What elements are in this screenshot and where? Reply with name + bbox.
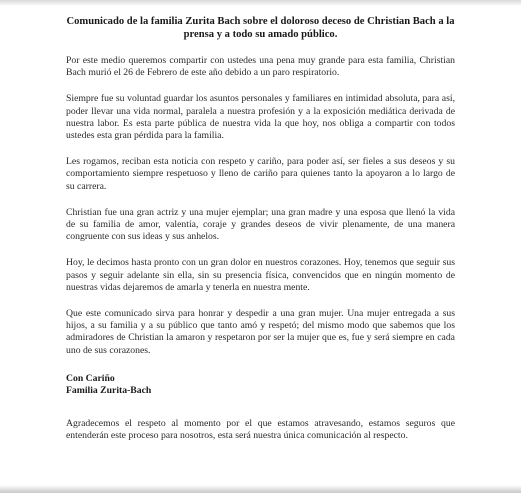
paragraph-announcement: Por este medio queremos compartir con ustedes una pena muy grande para esta familia, Christian Bach murió el 26 de Febrero de este año debido a un paro respiratorio.	[66, 55, 455, 79]
paragraph-farewell: Hoy, le decimos hasta pronto con un gran dolor en nuestros corazones. Hoy, tenemos que seguir sus pasos y seguir adelante sin ella, sin su presencia física, convencidos que en ningún momento de nuestras vidas dejaremos de amarla y tenerla en nuestra mente.	[66, 257, 455, 293]
closing-line: Con Cariño	[66, 372, 115, 384]
paragraph-honor: Que este comunicado sirva para honrar y despedir a una gran mujer. Una mujer entregada a sus hijos, a su familia y a su público que tanto amó y respetó; del mismo modo que sabemos que los admiradores de Christian la amaron y respetaron por ser la mujer que es, fue y será siempre en cada uno de sus corazones.	[66, 308, 455, 356]
scan-bottom-shadow	[0, 485, 521, 493]
signoff-block	[66, 373, 455, 398]
paragraph-tribute: Christian fue una gran actriz y una mujer ejemplar; una gran madre y una esposa que llenó la vida de su familia de amor, valentía, coraje y grandes deseos de vivir plenamente, de una manera congruente con sus ideas y sus anhelos.	[66, 206, 455, 243]
document-title: Comunicado de la familia Zurita Bach sobre el doloroso deceso de Christian Bach a la prensa y a todo su amado público.	[66, 16, 455, 40]
paragraph-postscript: Agradecemos el respeto al momento por el que estamos atravesando, estamos seguros que entenderán este proceso para nosotros, esta será nuestra única comunicación al respecto.	[66, 417, 455, 442]
paragraph-privacy: Siempre fue su voluntad guardar los asuntos personales y familiares en intimidad absoluta, para así, poder llevar una vida normal, paralela a nuestra profesión y a la exposición mediática derivada de nuestra labor. Es esta parte pública de nuestra vida la que hoy, nos obliga a compartir con todos ustedes esta gran pérdida para la familia.	[66, 93, 455, 142]
document-body	[66, 15, 455, 456]
scan-top-shadow	[0, 0, 521, 6]
signature-line: Familia Zurita-Bach	[66, 385, 152, 397]
paragraph-request: Les rogamos, reciban esta noticia con respeto y cariño, para poder así, ser fieles a sus deseos y su comportamiento siempre respetuoso y lleno de cariño para quienes tanto la apoyaron a lo largo de su carrera.	[66, 156, 455, 192]
